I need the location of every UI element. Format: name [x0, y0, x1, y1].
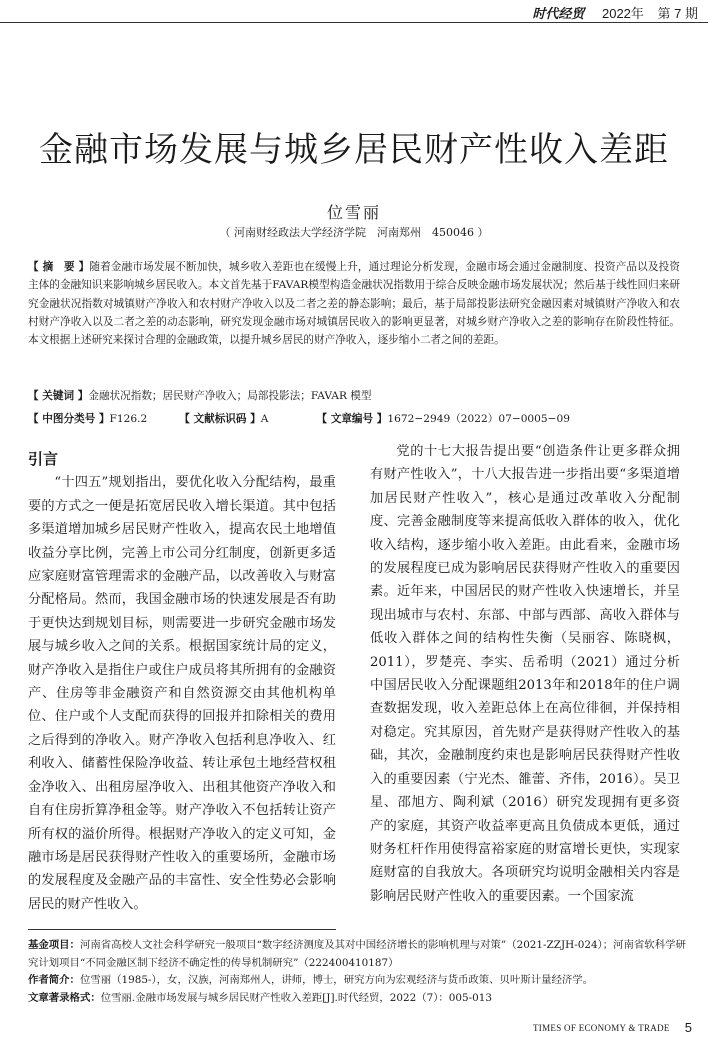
funding-label: 基金项目： [28, 939, 80, 951]
intro-paragraph-left: “十四五”规划指出，要优化收入分配结构，最重要的方式之一便是拓宽居民收入增长渠道。其中包括多渠道增加城乡居民财产性收入，提高农民土地增值收益分享比例，完善上市公司分红制度，创新更多适应家庭财富管理需求的金融产品，以改善收入与财富分配格局。然而，我国金融市场的快速发展是否有助于更快达到规划目标，则需要进一步研究金融市场发展与城乡收入之间的关系。根据国家统计局的定义，财产净收入是指住户或住户成员将其所拥有的金融资产、住房等非金融资产和自然资源交由其他机构单位、住户或个人支配而获得的回报并扣除相关的费用之后得到的净收入。财产净收入包括利息净收入、红利收入、储蓄性保险净收益、转让承包土地经营权租金净收入、出租房屋净收入、出租其他资产净收入和自有住房折算净租金等。财产净收入不包括转让资产所有权的溢价所得。根据财产净收入的定义可知，金融市场是居民获得财产性收入的重要场所，金融市场的发展程度及金融产品的丰富性、安全性势必会影响居民的财产性收入。 [28, 475, 336, 912]
clc-label: 【 中图分类号 】 [28, 413, 110, 425]
section-heading-introduction: 引言 [28, 450, 59, 468]
right-column [370, 440, 680, 908]
article-id-label: 【 文章编号 】 [316, 413, 388, 425]
funding-text: 河南省高校人文社会科学研究一般项目“数字经济测度及其对中国经济增长的影响机理与对策”（2021-ZZJH-024）；河南省软科学研究计划项目“不同金融区制下经济不确定性的传导机制研究”（222400410187） [28, 939, 686, 969]
running-header [532, 3, 698, 22]
header-rule [0, 22, 708, 23]
issue-number: 第 7 期 [657, 6, 698, 21]
left-column [28, 448, 336, 916]
footnote-rule [28, 929, 336, 930]
clc-value: F126.2 [109, 413, 148, 425]
journal-name: 时代经贸 [532, 6, 585, 21]
issue-year: 2022年 [601, 6, 644, 21]
citation-text: 位雪丽.金融市场发展与城乡居民财产性收入差距[J].时代经贸，2022（7）：005-013 [100, 991, 492, 1004]
keywords-label: 【 关键词 】 [28, 390, 89, 402]
article-id-value: 1672−2949（2022）07−0005−09 [387, 413, 571, 425]
journal-name-english: TIMES OF ECONOMY & TRADE [533, 1023, 670, 1033]
abstract-text: 随着金融市场发展不断加快，城乡收入差距也在缓慢上升，通过理论分析发现，金融市场会通过金融制度、投资产品以及投资主体的金融知识来影响城乡居民收入。本文首先基于FAVAR模型构造金融状况指数用于综合反映金融市场发展状况；然后基于线性回归来研究金融状况指数对城镇财产净收入和农村财产净收入以及二者之差的静态影响；最后，基于局部投影法研究金融因素对城镇财产净收入和农村财产净收入以及二者之差的动态影响，研究发现金融市场对城镇居民收入的影响更显著，对城乡财产净收入之差的影响存在阶段性特征。本文根据上述研究来探讨合理的金融政策，以提升城乡居民的财产净收入，逐步缩小二者之间的差距。 [28, 261, 680, 347]
author-bio-label: 作者简介： [28, 974, 80, 986]
author-bio-text: 位雪丽（1985-），女，汉族，河南郑州人，讲师，博士，研究方向为宏观经济与货币政策、贝叶斯计量经济学。 [79, 974, 594, 986]
article-title: 金融市场发展与城乡居民财产性收入差距 [39, 130, 669, 170]
doc-code-label: 【 文献标识码 】 [179, 413, 261, 425]
abstract [28, 258, 680, 349]
citation-label: 文章著录格式： [28, 991, 101, 1004]
keywords [28, 388, 688, 403]
author-name: 位雪丽 [326, 203, 381, 222]
intro-paragraph-right: 党的十七大报告提出要“创造条件让更多群众拥有财产性收入”，十八大报告进一步指出要“多渠道增加居民财产性收入”，核心是通过改革收入分配制度、完善金融制度等来提高低收入群体的收入，优化收入结构，逐步缩小收入差距。由此看来，金融市场的发展程度已成为影响居民获得财产性收入的重要因素。近年来，中国居民的财产性收入快速增长，并呈现出城市与农村、东部、中部与西部、高收入群体与低收入群体之间的结构性失衡（吴丽容、陈晓枫，2011），罗楚亮、李实、岳希明（2021）通过分析中国居民收入分配课题组2013年和2018年的住户调查数据发现，收入差距总体上在高位徘徊，并保持相对稳定。究其原因，首先财产是获得财产性收入的基础，其次，金融制度约束也是影响居民获得财产性收入的重要因素（宁光杰、雒蕾、齐伟，2016）。吴卫星、邵旭方、陶利斌（2016）研究发现拥有更多资产的家庭，其资产收益率更高且负债成本更低，通过财务杠杆作用使得富裕家庭的财富增长更快，实现家庭财富的自我放大。各项研究均说明金融相关内容是影响居民财产性收入的重要因素。一个国家流 [370, 444, 680, 904]
keywords-text: 金融状况指数；居民财产净收入；局部投影法；FAVAR 模型 [88, 390, 372, 402]
author-affiliation: （ 河南财经政法大学经济学院 河南郑州 450046 ） [219, 226, 489, 239]
citation-note [28, 990, 688, 1008]
author-bio-note [28, 972, 688, 990]
classification-line [28, 411, 688, 426]
page-number: 5 [684, 1020, 692, 1035]
funding-note [28, 937, 688, 972]
doc-code-value: A [260, 413, 269, 425]
abstract-label: 【 摘 要 】 [28, 261, 90, 273]
footnotes [28, 937, 688, 1007]
